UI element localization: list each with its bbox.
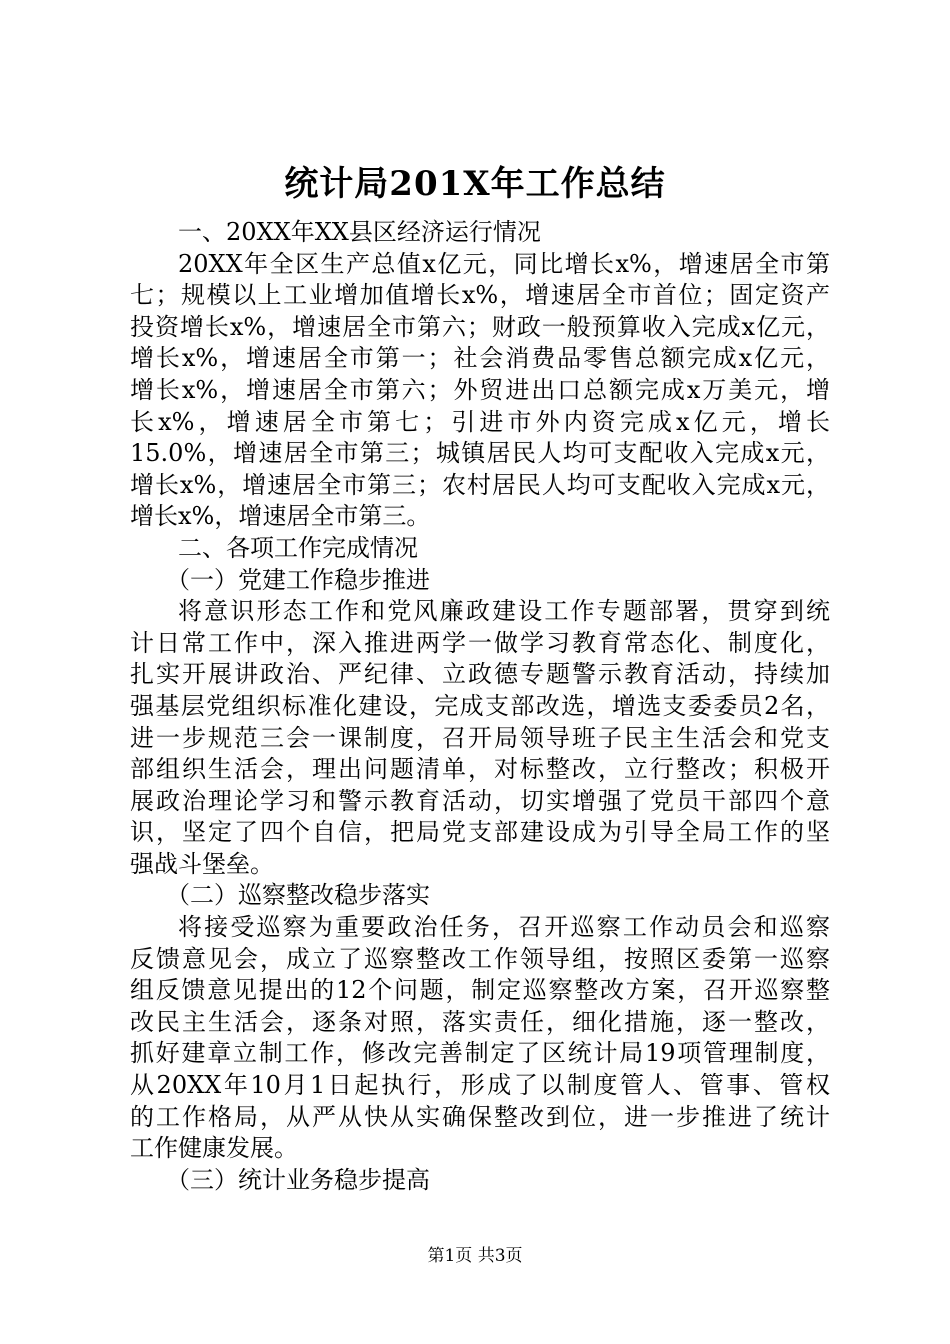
page-footer: 第1页 共3页: [427, 1246, 523, 1266]
text-line: 强基层党组织标准化建设，完成支部改选，增选支委委员2名，: [130, 691, 830, 720]
section-heading: 一、20XX年XX县区经济运行情况: [178, 218, 541, 246]
text-line: 长x%，增速居全市第七；引进市外内资完成x亿元，增长: [130, 407, 830, 436]
text-line: 组反馈意见提出的12个问题，制定巡察整改方案，召开巡察整: [130, 976, 830, 1005]
text-line: 强战斗堡垒。: [130, 849, 274, 878]
text-line: 工作健康发展。: [130, 1134, 298, 1163]
text-line: 识，坚定了四个自信，把局党支部建设成为引导全局工作的坚: [130, 818, 830, 847]
text-line: 从20XX年10月1日起执行，形成了以制度管人、管事、管权: [130, 1071, 830, 1100]
text-line: 进一步规范三会一课制度，召开局领导班子民主生活会和党支: [130, 723, 830, 752]
document-title: 统计局201X年工作总结: [284, 164, 666, 204]
text-line: 增长x%，增速居全市第三；农村居民人均可支配收入完成x元，: [130, 470, 830, 499]
text-line: 反馈意见会，成立了巡察整改工作领导组，按照区委第一巡察: [130, 944, 830, 973]
text-line: 20XX年全区生产总值x亿元，同比增长x%，增速居全市第: [178, 249, 830, 278]
section-heading: （二）巡察整改稳步落实: [166, 881, 430, 910]
text-line: 将意识形态工作和党风廉政建设工作专题部署，贯穿到统: [178, 597, 830, 626]
section-heading: （一）党建工作稳步推进: [166, 565, 430, 594]
document-body: [130, 217, 830, 1196]
text-line: 增长x%，增速居全市第六；外贸进出口总额完成x万美元，增: [130, 375, 830, 404]
text-line: 计日常工作中，深入推进两学一做学习教育常态化、制度化，: [130, 628, 830, 657]
text-line: 增长x%，增速居全市第一；社会消费品零售总额完成x亿元，: [130, 344, 830, 373]
text-line: 抓好建章立制工作，修改完善制定了区统计局19项管理制度，: [130, 1039, 830, 1068]
section-heading: （三）统计业务稳步提高: [166, 1165, 430, 1194]
text-line: 的工作格局，从严从快从实确保整改到位，进一步推进了统计: [130, 1102, 830, 1131]
text-line: 展政治理论学习和警示教育活动，切实增强了党员干部四个意: [130, 786, 830, 815]
text-line: 扎实开展讲政治、严纪律、立政德专题警示教育活动，持续加: [130, 660, 830, 689]
text-line: 改民主生活会，逐条对照，落实责任，细化措施，逐一整改，: [130, 1007, 830, 1036]
text-line: 投资增长x%，增速居全市第六；财政一般预算收入完成x亿元，: [130, 312, 830, 341]
text-line: 七；规模以上工业增加值增长x%，增速居全市首位；固定资产: [130, 281, 830, 310]
text-line: 增长x%，增速居全市第三。: [130, 502, 431, 531]
section-heading: 二、各项工作完成情况: [178, 533, 418, 562]
text-line: 将接受巡察为重要政治任务，召开巡察工作动员会和巡察: [178, 913, 830, 942]
text-line: 15.0%，增速居全市第三；城镇居民人均可支配收入完成x元，: [130, 439, 830, 468]
text-line: 部组织生活会，理出问题清单，对标整改，立行整改；积极开: [130, 755, 830, 784]
